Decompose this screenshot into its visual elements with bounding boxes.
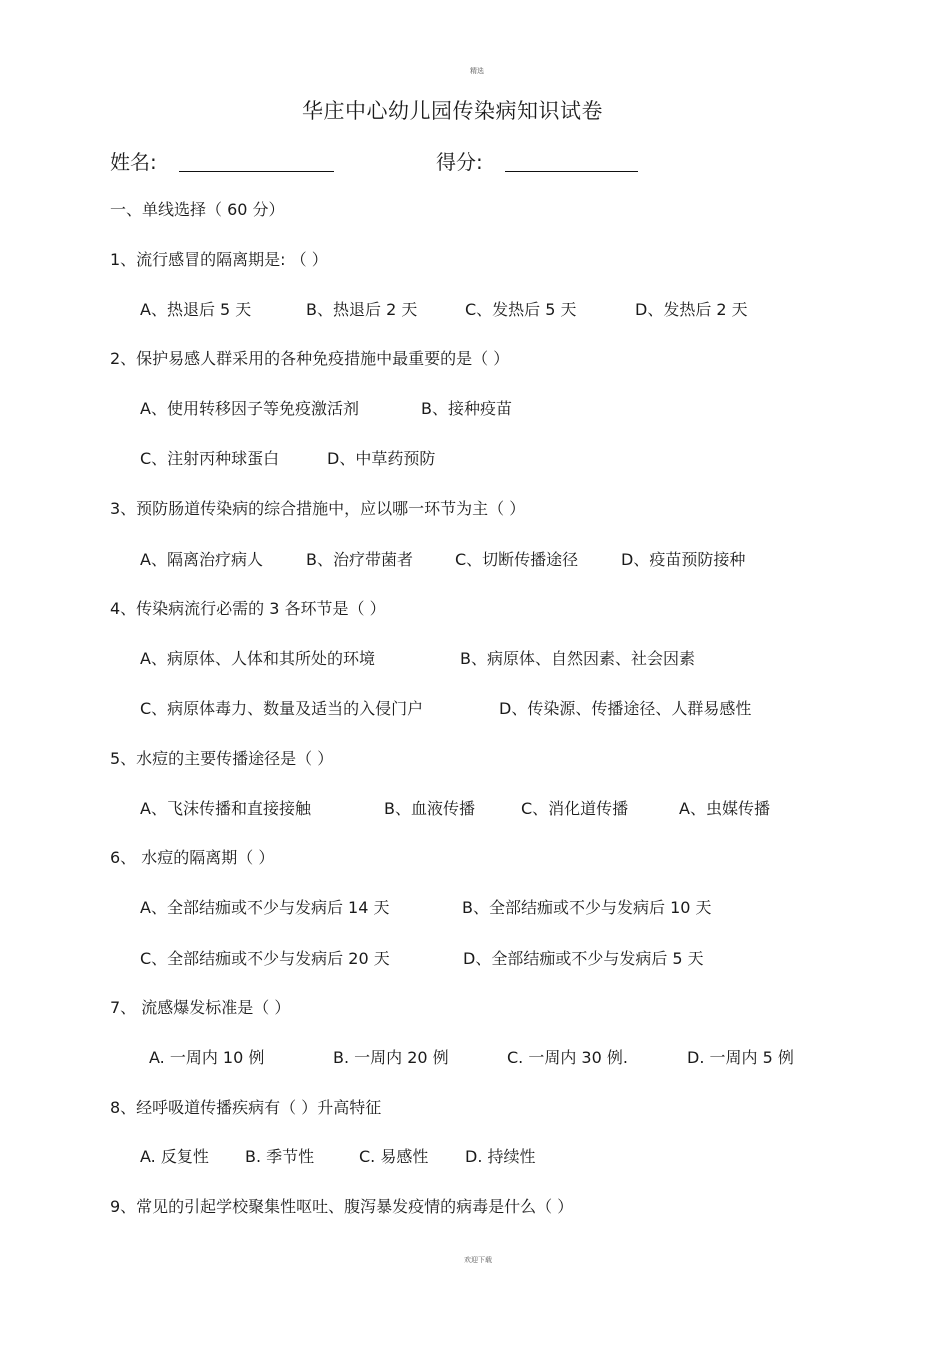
footer-note: 欢迎下载 [464, 1256, 492, 1264]
name-label: 姓名: [110, 150, 157, 174]
q3-option-c: C、切断传播途径 [455, 550, 579, 569]
q2-option-b: B、接种疫苗 [421, 399, 512, 418]
page-title: 华庄中心幼儿园传染病知识试卷 [302, 99, 603, 123]
q4-option-d: D、传染源、传播途径、人群易感性 [499, 699, 752, 718]
q8-option-c: C. 易感性 [359, 1147, 429, 1166]
q1-option-b: B、热退后 2 天 [306, 300, 418, 319]
question-4: 4、传染病流行必需的 3 各环节是（ ） [110, 599, 386, 618]
question-9: 9、常见的引起学校聚集性呕吐、腹泻暴发疫情的病毒是什么（ ） [110, 1197, 574, 1216]
q8-option-b: B. 季节性 [245, 1147, 315, 1166]
q4-option-a: A、病原体、人体和其所处的环境 [140, 649, 375, 668]
q7-option-d: D. 一周内 5 例 [687, 1048, 794, 1067]
question-3: 3、预防肠道传染病的综合措施中，应以哪一环节为主（ ） [110, 499, 526, 518]
q3-option-d: D、疫苗预防接种 [621, 550, 746, 569]
score-blank-line[interactable] [505, 151, 638, 172]
q3-option-b: B、治疗带菌者 [306, 550, 413, 569]
question-5: 5、水痘的主要传播途径是（ ） [110, 749, 334, 768]
q1-option-a: A、热退后 5 天 [140, 300, 252, 319]
question-2: 2、保护易感人群采用的各种免疫措施中最重要的是（ ） [110, 349, 510, 368]
q7-option-c: C. 一周内 30 例. [507, 1048, 628, 1067]
q5-option-a: A、飞沫传播和直接接触 [140, 799, 311, 818]
score-field-row [436, 146, 638, 175]
q8-option-a: A. 反复性 [140, 1147, 209, 1166]
q5-option-d: A、虫媒传播 [679, 799, 770, 818]
q6-option-b: B、全部结痂或不少与发病后 10 天 [462, 898, 712, 917]
q3-option-a: A、隔离治疗病人 [140, 550, 263, 569]
q6-option-a: A、全部结痂或不少与发病后 14 天 [140, 898, 390, 917]
question-6: 6、 水痘的隔离期（ ） [110, 848, 275, 867]
q1-option-d: D、发热后 2 天 [635, 300, 748, 319]
q2-option-d: D、中草药预防 [327, 449, 436, 468]
q8-option-d: D. 持续性 [465, 1147, 536, 1166]
question-1: 1、流行感冒的隔离期是: （ ） [110, 250, 328, 269]
section-heading: 一、单线选择（ 60 分） [110, 200, 285, 219]
q7-option-a: A. 一周内 10 例 [149, 1048, 265, 1067]
question-7: 7、 流感爆发标准是（ ） [110, 998, 291, 1017]
name-blank-line[interactable] [179, 151, 334, 172]
q6-option-d: D、全部结痂或不少与发病后 5 天 [463, 949, 704, 968]
q4-option-b: B、病原体、自然因素、社会因素 [460, 649, 695, 668]
q2-option-a: A、使用转移因子等免疫激活剂 [140, 399, 359, 418]
score-label: 得分: [436, 150, 483, 174]
q2-option-c: C、注射丙种球蛋白 [140, 449, 280, 468]
q5-option-b: B、血液传播 [384, 799, 475, 818]
question-8: 8、经呼吸道传播疾病有（ ）升高特征 [110, 1098, 382, 1117]
q1-option-c: C、发热后 5 天 [465, 300, 577, 319]
name-field-row [110, 146, 334, 175]
q5-option-c: C、消化道传播 [521, 799, 629, 818]
header-note: 精选 [470, 67, 484, 75]
q4-option-c: C、病原体毒力、数量及适当的入侵门户 [140, 699, 424, 718]
q6-option-c: C、全部结痂或不少与发病后 20 天 [140, 949, 390, 968]
q7-option-b: B. 一周内 20 例 [333, 1048, 449, 1067]
